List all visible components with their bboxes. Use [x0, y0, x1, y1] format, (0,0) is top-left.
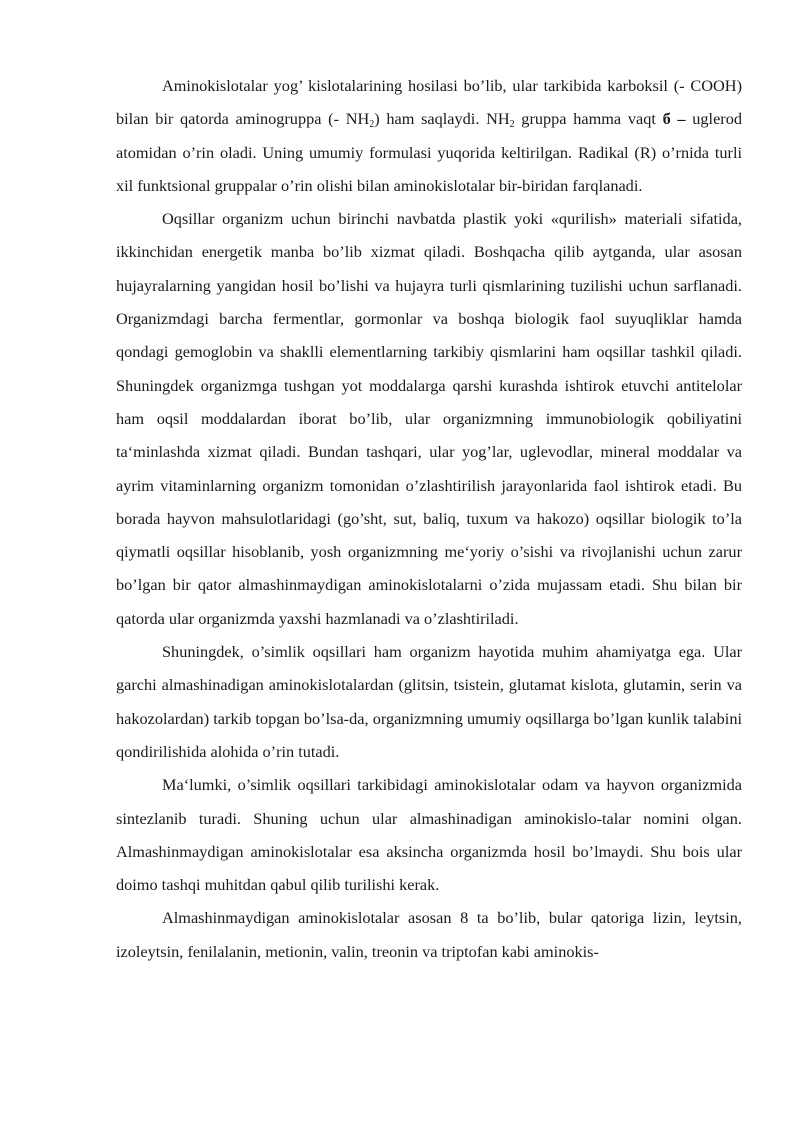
paragraph-3: Shuningdek, o’simlik oqsillari ham organizm hayotida muhim ahamiyatga ega. Ular garchi almashinadigan aminokislotalardan (glitsin, tsistein, glutamat kislota, glutamin, serin va hakozolardan) tarkib topgan bo’lsa-da, organizmning umumiy oqsillarga bo’lgan kunlik talabini qondirilishida alohida o’rin tutadi.: [116, 642, 742, 761]
subscript-2: 2: [509, 119, 515, 131]
paragraph-2: Oqsillar organizm uchun birinchi navbatda plastik yoki «qurilish» materiali sifatida, ikkinchidan energetik manba bo’lib xizmat qiladi. Boshqacha qilib aytganda, ular asosan hujayralarning yangidan hosil bo’lishi va hujayra turli qismlarining tuzilishi uchun sarflanadi. Organizmdagi barcha fermentlar, gormonlar va boshqa biologik faol suyuqliklar hamda qondagi gemoglobin va shaklli elementlarning tarkibiy qismlarini ham oqsillar tashkil qiladi. Shuningdek organizmga tushgan yot moddalarga qarshi kurashda ishtirok etuvchi antitelolar ham oqsil moddalardan iborat bo’lib, ular organizmning immunobiologik qobiliyatini ta‘minlashda xizmat qiladi. Bundan tashqari, ular yog’lar, uglevodlar, mineral moddalar va ayrim vitaminlarning organizm tomonidan o’zlashtirilish jarayonlarida faol ishtirok etadi. Bu borada hayvon mahsulotlaridagi (go’sht, sut, baliq, tuxum va hakozo) oqsillar biologik to’la qiymatli oqsillar hisoblanib, yosh organizmning me‘yoriy o’sishi va rivojlanishi uchun zarur bo’lgan bir qator almashinmaydigan aminokislotalarni o’zida mujassam etadi. Shu bilan bir qatorda ular organizmda yaxshi hazmlanadi va o’zlashtiriladi.: [116, 209, 742, 628]
subscript-2: 2: [369, 119, 375, 131]
paragraph-1-text-c: gruppa hamma vaqt: [514, 109, 663, 129]
paragraph-1-text-b: ) ham saqlaydi. NH: [374, 109, 510, 129]
paragraph-1-text-d: uglerod atomidan o’rin oladi. Uning umumiy formulasi yuqorida keltirilgan. Radikal (R) o’rnida turli xil funktsional gruppalar o’rin olishi bilan aminokislotalar bir-biridan farqlanadi.: [116, 109, 742, 195]
paragraph-4: Ma‘lumki, o’simlik oqsillari tarkibidagi aminokislotalar odam va hayvon organizmida sintezlanib turadi. Shuning uchun ular almashinadigan aminokislo-talar nomini olgan. Almashinmaydigan aminokislotalar esa aksincha organizmda hosil bo’lmaydi. Shu bois ular doimo tashqi muhitdan qabul qilib turilishi kerak.: [116, 775, 742, 895]
bold-beta-carbon: б –: [662, 109, 686, 129]
document-page: [116, 69, 742, 968]
paragraph-1-text-a: Aminokislotalar yog’ kislotalarining hosilasi bo’lib, ular tarkibida karboksil (- COOH) bilan bir qatorda aminogruppa (- NH: [116, 76, 742, 129]
paragraph-5: Almashinmaydigan aminokislotalar asosan 8 ta bo’lib, bular qatoriga lizin, leytsin, izoleytsin, fenilalanin, metionin, valin, treonin va triptofan kabi aminokis-: [116, 908, 742, 961]
paragraph-1: [116, 69, 742, 202]
